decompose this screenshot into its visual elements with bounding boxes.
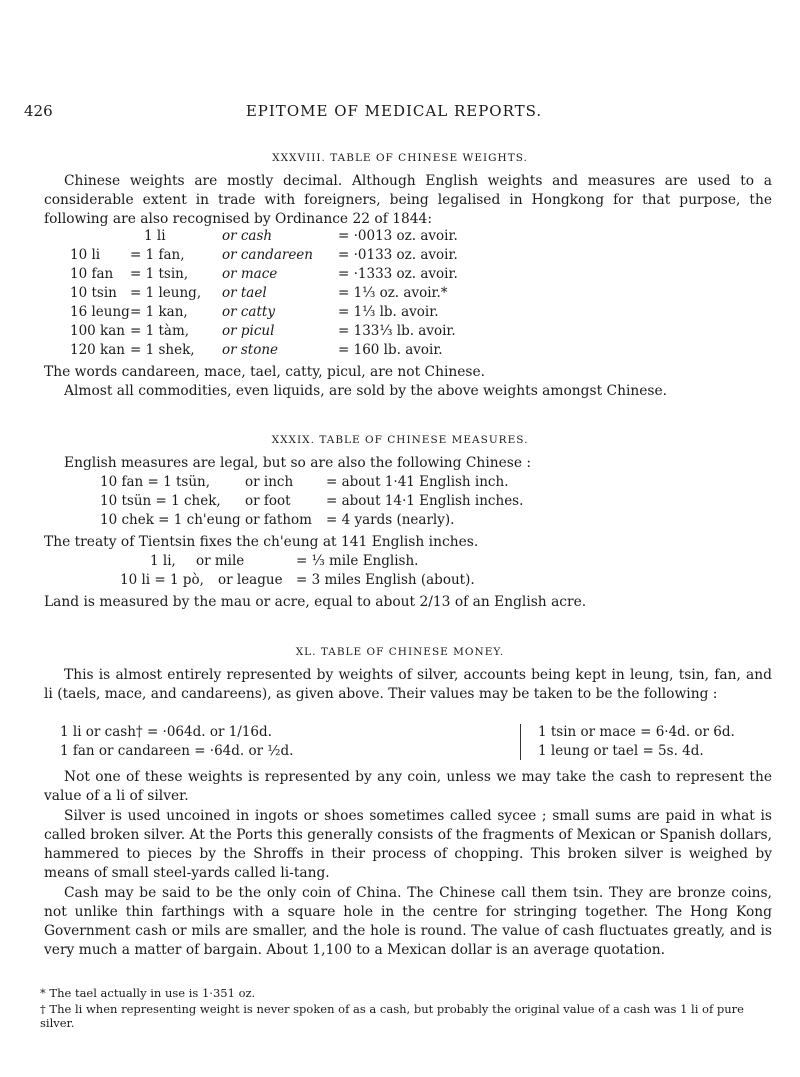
footnote-li: † The li when representing weight is never spoken of as a cash, but probably the original value of a cash was 1 li of pure silver.: [40, 1002, 744, 1030]
document-page: 426 EPITOME OF MEDICAL REPORTS. XXXVIII. TABLE OF CHINESE WEIGHTS. Chinese weights are mostly decimal. Although English weights and measures are used to a considerable extent in trade with foreigners, being legalised in Hongkong for that purpose, the following are also recognised by Ordinance 22 of 1844: 1 li or cash = ·0013 oz. avoir. 10 li = 1 fan, or candareen = ·0133 oz. avoir. 10 fan = 1 tsin, or mace = ·1333 oz. avoir. 10 tsin = 1 leung, or tael = 1⅓ oz. avoir.* 16 leung = 1 kan, or catty = 1⅓ lb. avoir. 100 kan = 1 tàm, or picul = 133⅓ lb. avoir. 120 kan = 1 shek, or stone = 160 lb. avoir. The words candareen, mace, tael, catty, picul, are not Chinese. Almost all commodities, even liquids, are sold by the above weights amongst Chinese. XXXIX. TABLE OF CHINESE MEASURES. English measures are legal, but so are also the following Chinese : 10 fan = 1 tsün, or inch = about 1·41 English inch. 10 tsün = 1 chek, or foot = about 14·1 English inches. 10 chek = 1 ch'eung or fathom = 4 yards (nearly). The treaty of Tientsin fixes the ch'eung at 141 English inches. 1 li, or mile = ⅓ mile English. 10 li = 1 pò, or league = 3 miles English (about). Land is measured by the mau or acre, equal to about 2/13 of an English acre. XL. TABLE OF CHINESE MONEY. This is almost entirely represented by weights of silver, accounts being kept in leung, tsin, fan, and li (taels, mace, and candareens), as given above. Their values may be taken to be the following : 1 li or cash† = ·064d. or 1/16d. 1 tsin or mace = 6·4d. or 6d. 1 fan or candareen = ·64d. or ½d. 1 leung or tael = 5s. 4d. Not one of these weights is represented by any coin, unless we may take the cash to represent the value of a li of silver. Silver is used uncoined in ingots or shoes sometimes called sycee ; small sums are paid in what is called broken silver. At the Ports this generally consists of the fragments of Mexican or Spanish dollars, hammered to pieces by the Shroffs in their process of chopping. This broken silver is weighed by means of small steel-yards called li-tang. Cash may be said to be the only coin of China. The Chinese call them tsin. They are bronze coins, not unlike thin farthings with a square hole in the centre for stringing together. The Hong Kong Government cash or mils are smaller, and the hole is round. The value of cash fluctuates greatly, and is very much a matter of bargain. About 1,100 to a Mexican dollar is an average quotation. * The tael actually in use is 1·351 oz. † The li when representing weight is never spoken of as a cash, but probably the original value of a cash was 1 li of pure silver.: [0, 0, 800, 1077]
footnote-tael: * The tael actually in use is 1·351 oz.: [40, 986, 256, 1000]
cash-paragraph: Cash may be said to be the only coin of China. The Chinese call them tsin. They are bronze coins, not unlike thin farthings with a square hole in the centre for stringing together. The Hong Kong Government cash or mils are smaller, and the hole is round. The value of cash fluctuates greatly, and is very much a matter of bargain. About 1,100 to a Mexican dollar is an average quotation.: [44, 885, 772, 958]
section-38-intro: Chinese weights are mostly decimal. Although English weights and measures are used to a considerable extent in trade with foreigners, being legalised in Hongkong for that purpose, the following are also recognised by Ordinance 22 of 1844:: [44, 173, 772, 227]
section-39-heading: XXXIX. TABLE OF CHINESE MEASURES.: [271, 434, 529, 446]
column-divider: [520, 724, 521, 760]
land-note: Land is measured by the mau or acre, equal to about 2/13 of an English acre.: [44, 594, 587, 610]
section-39-intro: English measures are legal, but so are also the following Chinese :: [64, 455, 532, 471]
commodities-note: Almost all commodities, even liquids, are sold by the above weights amongst Chinese.: [64, 383, 668, 399]
running-title: EPITOME OF MEDICAL REPORTS.: [245, 102, 543, 120]
coin-paragraph: Not one of these weights is represented by any coin, unless we may take the cash to represent the value of a li of silver.: [44, 769, 772, 804]
treaty-note: The treaty of Tientsin fixes the ch'eung at 141 English inches.: [44, 534, 479, 550]
section-40-intro: This is almost entirely represented by weights of silver, accounts being kept in leung, tsin, fan, and li (taels, mace, and candareens), as given above. Their values may be taken to be the following :: [44, 667, 772, 702]
section-40-heading: XL. TABLE OF CHINESE MONEY.: [295, 646, 505, 658]
silver-paragraph: Silver is used uncoined in ingots or shoes sometimes called sycee ; small sums are paid in what is called broken silver. At the Ports this generally consists of the fragments of Mexican or Spanish dollars, hammered to pieces by the Shroffs in their process of chopping. This broken silver is weighed by means of small steel-yards called li-tang.: [44, 808, 772, 881]
running-head: [24, 102, 764, 122]
page-number: 426: [24, 102, 53, 120]
weights-note: The words candareen, mace, tael, catty, picul, are not Chinese.: [44, 364, 486, 380]
section-38-heading: XXXVIII. TABLE OF CHINESE WEIGHTS.: [272, 152, 528, 164]
